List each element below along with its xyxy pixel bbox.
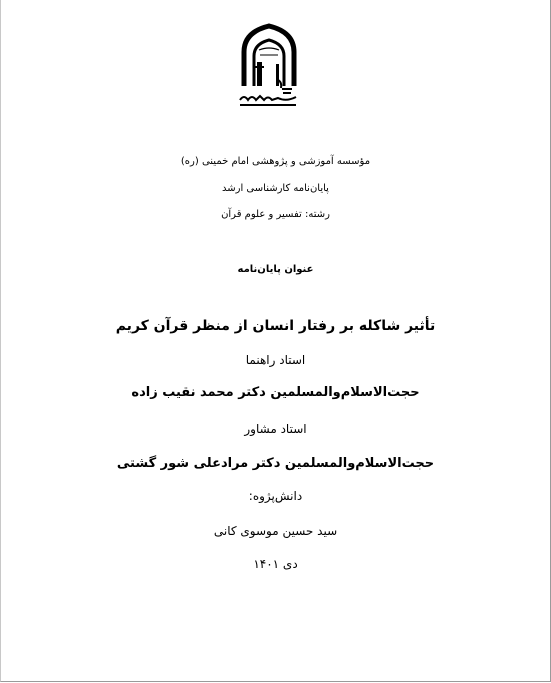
researcher-name: سید حسین موسوی کانی [213, 524, 338, 538]
submission-date: دی ۱۴۰۱ [253, 557, 298, 571]
supervisor-label: استاد راهنما [245, 353, 306, 367]
supervisor-name: حجت‌الاسلام‌والمسلمین دکتر محمد نقیب زاده [131, 385, 420, 400]
degree-type: پایان‌نامه کارشناسی ارشد [222, 183, 329, 194]
advisor-label: استاد مشاور [244, 422, 307, 436]
thesis-title-label: عنوان پایان‌نامه [237, 264, 314, 275]
researcher-label: دانش‌پژوه: [248, 489, 303, 503]
advisor-name: حجت‌الاسلام‌والمسلمین دکتر مرادعلی شور گشتی [116, 456, 435, 471]
field-of-study: رشته: تفسیر و علوم قرآن [221, 209, 330, 220]
thesis-title: تأثیر شاکله بر رفتار انسان از منظر قرآن کریم [115, 318, 436, 334]
institute-name: مؤسسه آموزشی و پژوهشی امام خمینی (ره) [180, 156, 371, 167]
seminary-logo-icon [238, 22, 300, 110]
